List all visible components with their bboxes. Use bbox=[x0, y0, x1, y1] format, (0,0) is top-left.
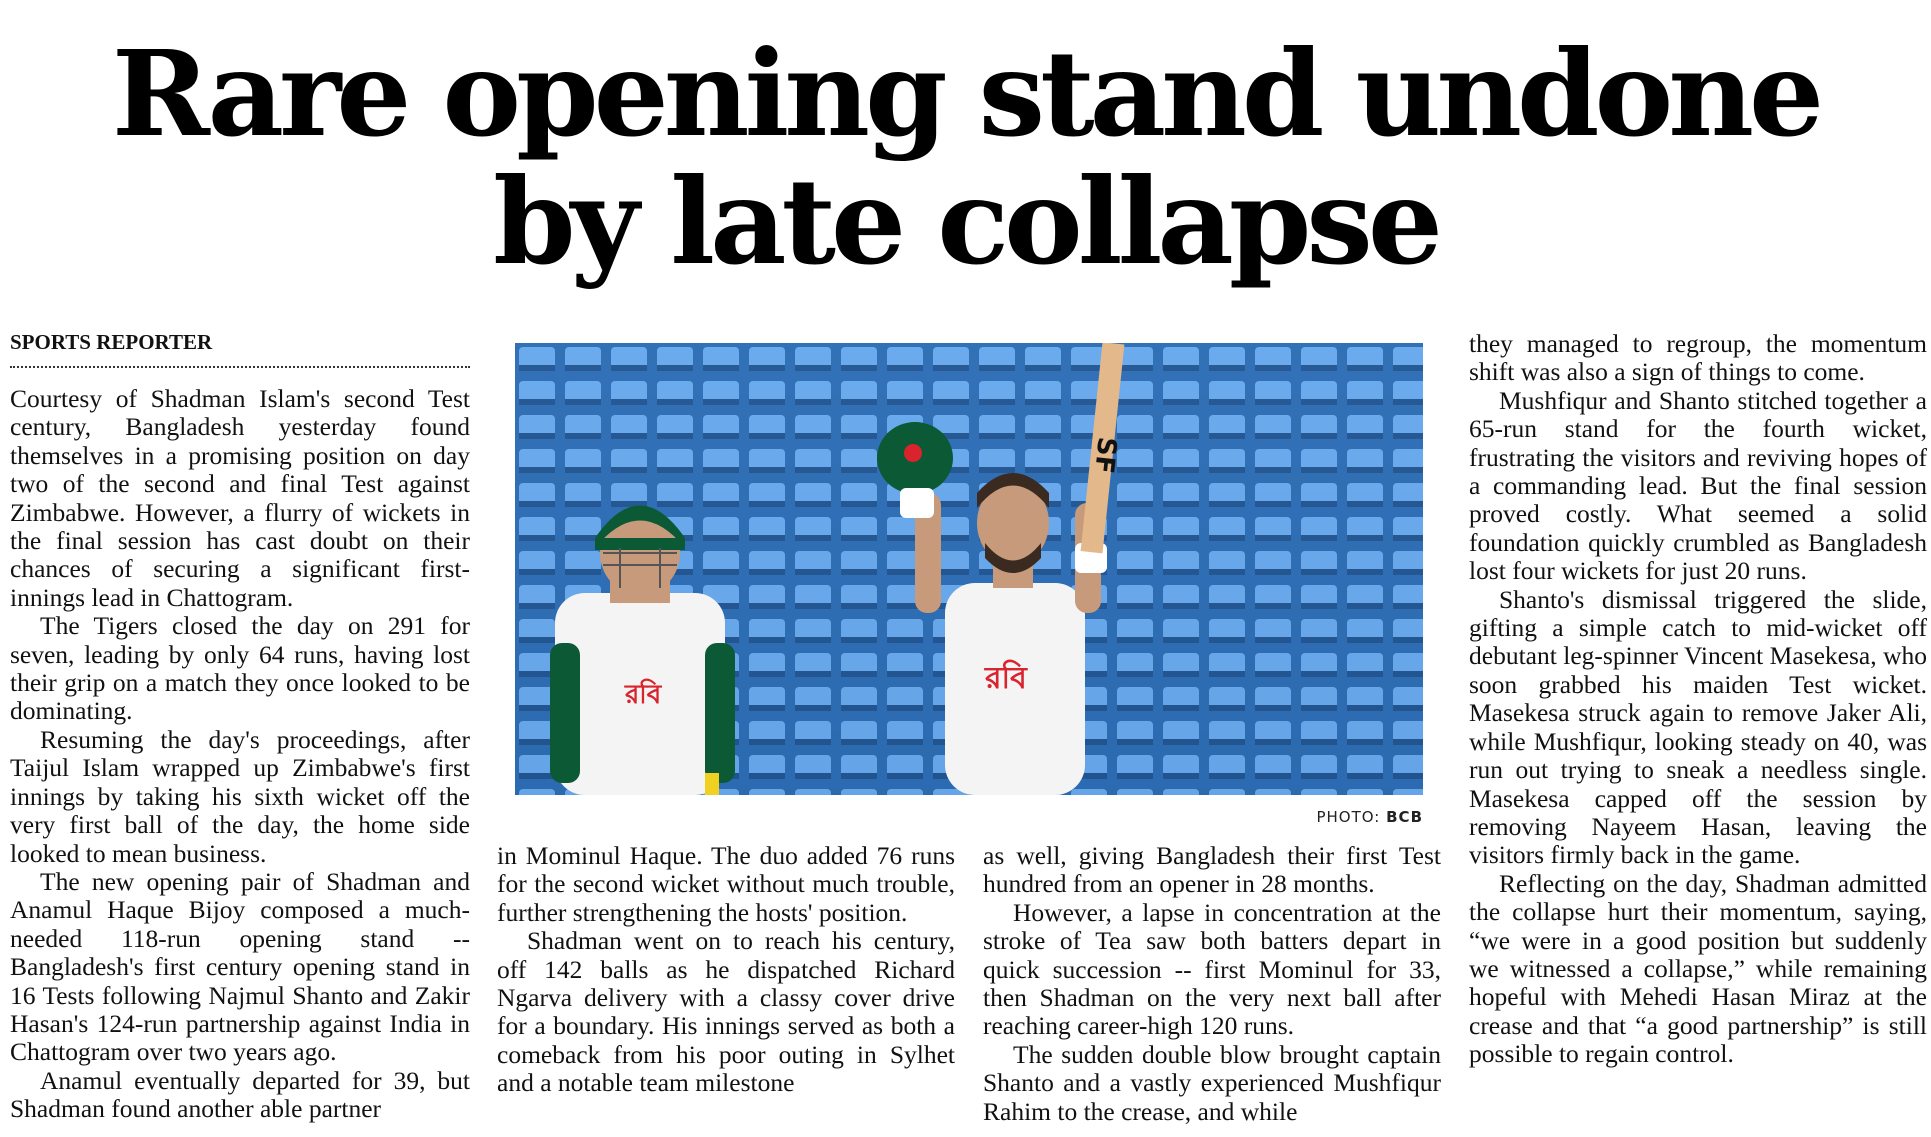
paragraph: Shadman went on to reach his century, off 142 balls as he dispatched Richard Ngarva delivery with a classy cover drive for a boundary. His innings served as both a comeback from his poor outing in Sylhet and a notable team milestone bbox=[497, 926, 955, 1098]
paragraph: Mushfiqur and Shanto stitched together a 65-run stand for the fourth wicket, frustrating the visitors and reviving hopes of a commanding lead. But the final session proved costly. What seemed a solid foundation quickly crumbled as Bangladesh lost four wickets for just 20 runs. bbox=[1469, 385, 1927, 586]
article-column-3 bbox=[983, 842, 1441, 1137]
sponsor-logo-right: রবি bbox=[985, 661, 1027, 696]
bat-brand: SF bbox=[1088, 435, 1122, 475]
paragraph: Reflecting on the day, Shadman admitted the collapse hurt their momentum, saying, “we were in a good position but suddenly we witnessed a collapse,” while remaining hopeful with Mehedi Hasan Miraz at the crease and that “a good partnership” is still possible to regain control. bbox=[1469, 868, 1927, 1069]
article-column-1 bbox=[10, 385, 470, 1137]
paragraph: The sudden double blow brought captain Shanto and a vastly experienced Mushfiqur Rahim to the crease, and while bbox=[983, 1039, 1441, 1126]
paragraph: The new opening pair of Shadman and Anamul Haque Bijoy composed a much-needed 118-run opening stand -- Bangladesh's first century opening stand in 16 Tests following Najmul Shanto and Zakir Hasan's 124-run partnership against India in Chattogram over two years ago. bbox=[10, 866, 470, 1067]
stadium-photo-illustration bbox=[515, 343, 1423, 795]
paragraph: Anamul eventually departed for 39, but Shadman found another able partner bbox=[10, 1065, 470, 1124]
headline-line-2: by late collapse bbox=[493, 152, 1438, 291]
paragraph: Shanto's dismissal triggered the slide, gifting a simple catch to mid-wicket off debutant leg-spinner Vincent Masekesa, who soon grabbed his maiden Test wicket. Masekesa struck again to remove Jaker Ali, while Mushfiqur, looking steady on 40, was run out trying to sneak a needless single. Masekesa capped off the session by removing Nayeem Hasan, leaving the visitors firmly back in the game. bbox=[1469, 584, 1927, 870]
article-column-4 bbox=[1469, 330, 1927, 1137]
paragraph: Courtesy of Shadman Islam's second Test century, Bangladesh yesterday found themselves in a promising position on day two of the second and final Test against Zimbabwe. However, a flurry of wickets in the final session has cast doubt on their chances of securing a significant first-innings lead in Chattogram. bbox=[10, 385, 470, 612]
photo-credit bbox=[1316, 808, 1423, 826]
byline: SPORTS REPORTER bbox=[10, 330, 470, 368]
paragraph: they managed to regroup, the momentum shift was also a sign of things to come. bbox=[1469, 330, 1927, 387]
photo-credit-label: PHOTO: bbox=[1316, 808, 1381, 826]
sponsor-logo-left: রবি bbox=[625, 680, 662, 710]
article-column-2 bbox=[497, 842, 955, 1137]
headline bbox=[0, 24, 1931, 291]
match-photo bbox=[515, 343, 1423, 795]
paragraph: The Tigers closed the day on 291 for seven, leading by only 64 runs, having lost their grip on a match they once looked to be dominating. bbox=[10, 611, 470, 726]
headline-line-1: Rare opening stand undone bbox=[111, 24, 1820, 163]
photo-credit-source: BCB bbox=[1386, 808, 1423, 826]
paragraph: as well, giving Bangladesh their first Test hundred from an opener in 28 months. bbox=[983, 842, 1441, 899]
paragraph: Resuming the day's proceedings, after Taijul Islam wrapped up Zimbabwe's first innings by taking his sixth wicket off the very first ball of the day, the home side looked to mean business. bbox=[10, 724, 470, 868]
paragraph: However, a lapse in concentration at the stroke of Tea saw both batters depart in quick succession -- first Mominul for 33, then Shadman on the very next ball after reaching career-high 120 runs. bbox=[983, 897, 1441, 1041]
paragraph: in Mominul Haque. The duo added 76 runs for the second wicket without much trouble, further strengthening the hosts' position. bbox=[497, 842, 955, 927]
